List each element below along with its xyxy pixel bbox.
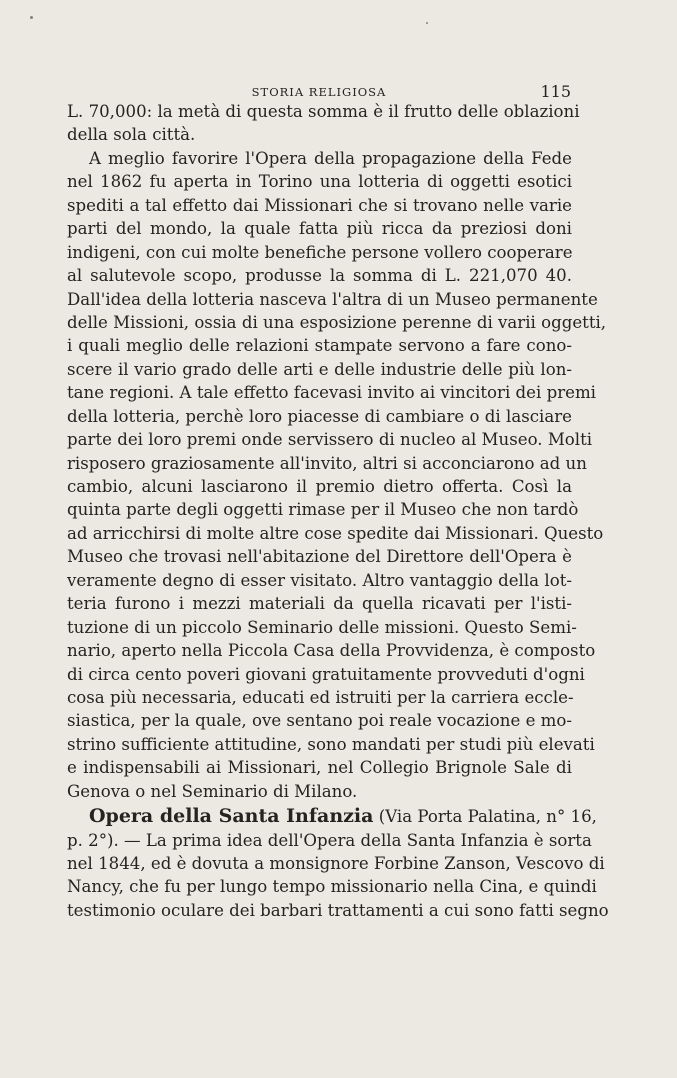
text-line: indigeni, con cui molte benefiche persone vollero cooperare (67, 242, 573, 262)
section-address: (Via Porta Palatina, n° 16, (378, 807, 597, 827)
text-line: al salutevole scopo, produsse la somma di L. 221,070 40. (67, 266, 572, 286)
text-line: A meglio favorire l'Opera della propagazione della Fede (89, 148, 572, 168)
text-line: p. 2°). — La prima idea dell'Opera della Santa Infanzia è sorta (67, 830, 592, 850)
text-line: i quali meglio delle relazioni stampate servono a fare cono- (67, 336, 572, 356)
text-line: Museo che trovasi nell'abitazione del Direttore dell'Opera è (67, 547, 572, 567)
text-line: cambio, alcuni lasciarono il premio dietro offerta. Così la (67, 477, 572, 496)
text-line: testimonio oculare dei barbari trattamenti a cui sono fatti segno (67, 900, 609, 920)
text-line: Dall'idea della lotteria nasceva l'altra di un Museo permanente (67, 289, 598, 309)
text-line: di circa cento poveri giovani gratuitamente provveduti d'ogni (67, 664, 585, 684)
text-line: parte dei loro premi onde servissero di nucleo al Museo. Molti (67, 430, 593, 450)
section-heading: Opera della Santa Infanzia (89, 805, 374, 828)
text-line: nario, aperto nella Piccola Casa della Provvidenza, è composto (67, 641, 596, 661)
paper-speck (30, 16, 33, 19)
text-line: e indispensabili ai Missionari, nel Collegio Brignole Sale di (67, 758, 572, 778)
text-line: teria furono i mezzi materiali da quella ricavati per l'isti- (67, 594, 572, 614)
text-line: quinta parte degli oggetti rimase per il Museo che non tardò (67, 500, 579, 520)
text-line: nel 1862 fu aperta in Torino una lotteria di oggetti esotici (67, 172, 572, 192)
text-line: della sola città. (67, 125, 196, 145)
text-line: ad arricchirsi di molte altre cose spedite dai Missionari. Questo (67, 523, 604, 543)
paragraph-1 (67, 100, 580, 147)
text-line: cosa più necessaria, educati ed istruiti per la carriera eccle- (67, 687, 574, 707)
text-line: scere il vario grado delle arti e delle industrie delle più lon- (67, 359, 572, 379)
text-line: Genova o nel Seminario di Milano. (67, 781, 358, 801)
text-line: Nancy, che fu per lungo tempo missionario nella Cina, e quindi (67, 877, 597, 897)
text-line: siastica, per la quale, ove sentano poi reale vocazione e mo- (67, 711, 572, 731)
paragraph-2 (67, 147, 607, 803)
section-santa-infanzia (67, 805, 609, 922)
text-line: della lotteria, perchè loro piacesse di cambiare o di lasciare (67, 406, 572, 426)
text-line: spediti a tal effetto dai Missionari che si trovano nelle varie (67, 195, 572, 215)
text-line: parti del mondo, la quale fatta più ricca da preziosi doni (67, 219, 572, 239)
text-line: tuzione di un piccolo Seminario delle missioni. Questo Semi- (67, 617, 577, 637)
text-line: risposero graziosamente all'invito, altri si acconciarono ad un (67, 453, 587, 473)
text-line: tane regioni. A tale effetto facevasi invito ai vincitori dei premi (67, 383, 596, 403)
body-text (67, 100, 609, 922)
text-line: delle Missioni, ossia di una esposizione perenne di varii oggetti, (67, 312, 607, 332)
text-line: veramente degno di esser visitato. Altro vantaggio della lot- (67, 570, 572, 590)
section-heading-line (67, 805, 597, 828)
running-title: STORIA RELIGIOSA (251, 85, 387, 99)
text-line: nel 1844, ed è dovuta a monsignore Forbine Zanson, Vescovo di (67, 854, 605, 873)
page-number: 115 (540, 82, 571, 101)
paper-speck (426, 22, 428, 24)
text-line: L. 70,000: la metà di questa somma è il frutto delle oblazioni (67, 102, 580, 121)
text-line: strino sufficiente attitudine, sono mandati per studi più elevati (67, 734, 595, 754)
